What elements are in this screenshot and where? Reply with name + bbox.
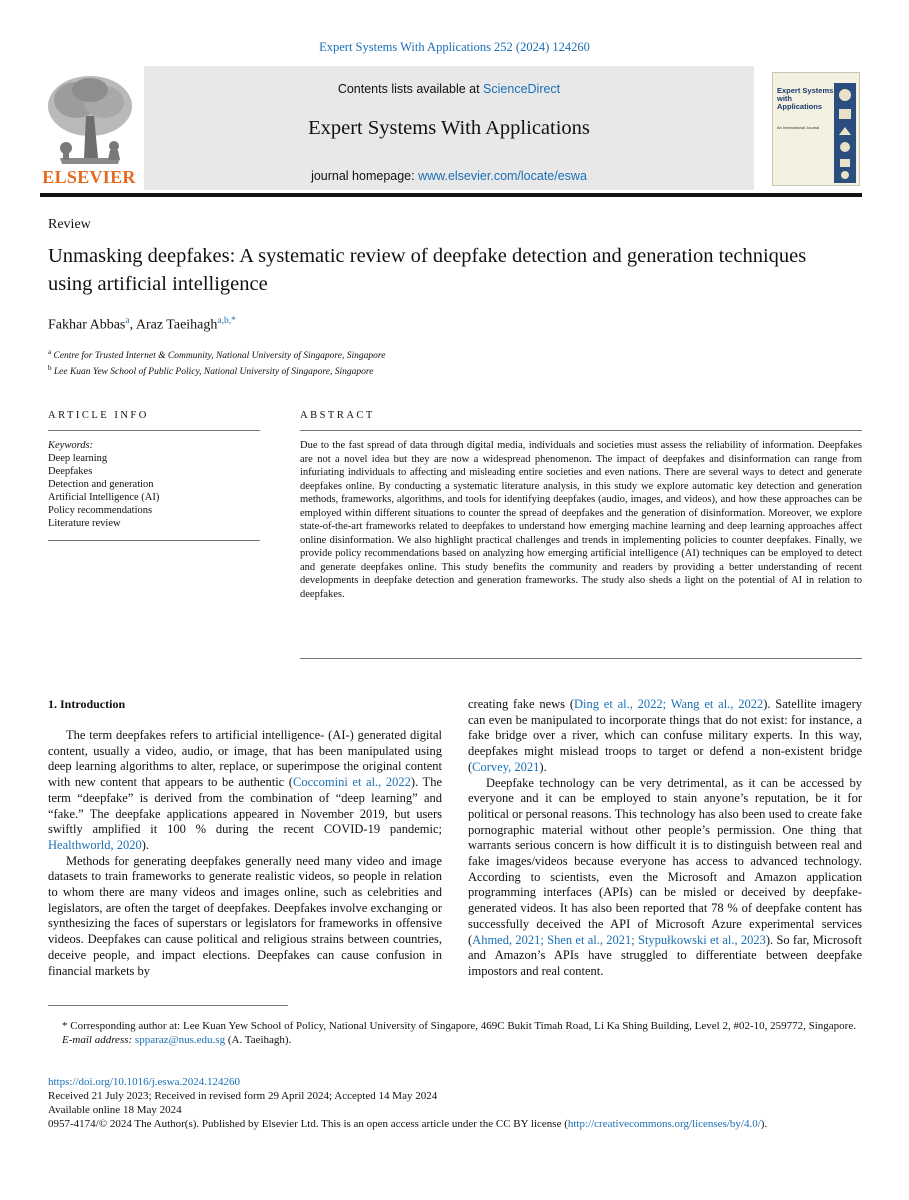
license-link[interactable]: http://creativecommons.org/licenses/by/4.0/ — [567, 1118, 761, 1130]
homepage-line — [144, 169, 754, 183]
affiliation-mark: b — [48, 364, 52, 373]
affiliations — [48, 346, 385, 378]
available-online: Available online 18 May 2024 — [48, 1104, 182, 1116]
email-suffix: (A. Taeihagh). — [225, 1034, 292, 1046]
intro-paragraph: Methods for generating deepfakes generally need many video and image datasets to train frameworks to generate realistic videos, so people in relation to whom there are many videos and images online, such as celebrities and legislators, are often the target of deepfakes. Deepfakes involve exchanging or synthesizing the faces of superstars or legislators for frameworks in offensive videos. Deepfakes can cause political and religious strains between countries, deceive people, and impact elections. Deepfakes can cause confusion in financial markets by — [48, 853, 442, 978]
paragraph-text: The term deepfakes refers to artificial intelligence- (AI-) generated digital content, usually a video, audio, or image, that has been manipulated using deep learning algorithms to alter, replace, or superimpose the original content with new content that appears to be authentic ( — [48, 728, 442, 790]
abstract-text: Due to the fast spread of data through digital media, individuals and societies must assess the reliability of information. Deepfakes are not a novel idea but they are now a widespread phenomenon. The impact of deepfakes and disinformation can range from infuriating individuals to affecting and misleading entire societies and even nations. There are several ways to detect and generate deepfakes online. By conducting a systematic literature analysis, in this study we explore automatic key detection and generation methods, frameworks, algorithms, and tools for identifying deepfakes (audio, images, and videos), and how these approaches can be employed within different situations to counter the spread of deepfakes and the generation of disinformation. Moreover, we explore state-of-the-art frameworks related to deepfakes to understand how emerging machine learning and deep learning approaches affect online disinformation. We also highlight practical challenges and trends in implementing policies to counter deepfakes. Finally, we provide policy recommendations based on analyzing how emerging artificial intelligence (AI) techniques can be employed to detect and generate deepfakes online. This study benefits the community and readers by providing a better understanding of recent developments in deepfake detection and generation frameworks. The study also sheds a light on the potential of AI in relation to deepfakes. — [300, 440, 862, 600]
author-affiliation-mark[interactable]: a,b,* — [217, 316, 236, 326]
keyword-item: Artificial Intelligence (AI) — [48, 492, 160, 503]
keyword-item: Policy recommendations — [48, 505, 153, 516]
paragraph-text: ). — [141, 837, 150, 852]
paragraph-text: ). Satellite imagery can even be manipulated to incorporate things that do not exist: for instance, a fake bridge over a river, which can confuse military experts. In this way, deepfakes might mislead troops to target or defend a non-existent bridge ( — [468, 697, 863, 774]
contents-line — [144, 82, 754, 96]
journal-masthead — [40, 66, 862, 190]
affiliation-text: Centre for Trusted Internet & Community, National University of Singapore, Singapore — [53, 351, 386, 362]
corresponding-author-note: * Corresponding author at: Lee Kuan Yew School of Policy, National University of Singapore, 469C Bukit Timah Road, Li Ka Shing Building, Level 2, #02-10, 259772, Singapore. — [62, 1020, 856, 1032]
article-info-heading: ARTICLE INFO — [48, 410, 149, 421]
cover-title: Expert Systems with Applications — [777, 86, 834, 111]
keywords-block — [48, 439, 260, 530]
citation-link[interactable]: Ahmed, 2021; Shen et al., 2021; Stypułkowski et al., 2023 — [472, 932, 766, 947]
article-history: Received 21 July 2023; Received in revised form 29 April 2024; Accepted 14 May 2024 — [48, 1090, 438, 1102]
intro-paragraph — [468, 697, 862, 776]
homepage-prefix: journal homepage: — [311, 169, 419, 183]
cover-icons-graphic — [834, 83, 856, 183]
divider — [48, 430, 260, 431]
affiliation-item — [48, 362, 385, 378]
divider — [300, 658, 862, 659]
footnote-divider — [48, 1005, 288, 1006]
cover-subtitle: An International Journal — [777, 125, 820, 130]
divider — [300, 430, 862, 431]
author-affiliation-mark[interactable]: a — [125, 316, 130, 326]
divider — [48, 540, 260, 541]
paragraph-text: ). — [539, 759, 547, 774]
keyword-item: Literature review — [48, 518, 121, 529]
affiliation-text: Lee Kuan Yew School of Public Policy, National University of Singapore, Singapore — [53, 367, 374, 378]
footnotes — [48, 1019, 864, 1047]
article-type: Review — [48, 217, 91, 232]
contents-prefix: Contents lists available at — [337, 82, 484, 96]
keyword-item: Detection and generation — [48, 479, 154, 490]
keywords-label: Keywords: — [48, 440, 94, 451]
intro-paragraph — [48, 728, 442, 854]
license-text: ). — [760, 1118, 768, 1130]
license-text: 0957-4174/© 2024 The Author(s). Published by Elsevier Ltd. This is an open access article under the CC BY license ( — [48, 1118, 568, 1130]
citation-link[interactable]: Healthworld, 2020 — [48, 837, 142, 852]
paragraph-text: creating fake news ( — [468, 697, 574, 711]
keyword-item: Deep learning — [48, 453, 108, 464]
section-heading-introduction: 1. Introduction — [48, 697, 126, 711]
author-list: Fakhar Abbas$^a$, Araz Taeihagh$^{a,b,*}$ — [48, 316, 236, 333]
keyword-item: Deepfakes — [48, 466, 93, 477]
email-label: E-mail address: — [62, 1034, 135, 1046]
paragraph-text: ). The term “deepfake” is derived from the combination of “deep learning” and “fake.” The deepfake applications appeared in November 2019, but users swiftly amplified it 100 % during the recent COVID-19 pandemic; — [48, 775, 442, 837]
sciencedirect-link[interactable]: ScienceDirect — [483, 82, 561, 96]
body-column-left — [48, 728, 442, 979]
journal-cover-thumbnail[interactable] — [772, 72, 860, 186]
email-link[interactable]: spparaz@nus.edu.sg — [134, 1034, 226, 1046]
masthead-divider — [40, 193, 862, 197]
publication-info — [48, 1075, 878, 1131]
paragraph-text: Deepfake technology can be very detrimental, as it can be accessed by everyone and it can be employed to stain anyone’s reputation, be it for political or personal reasons. This technology has also been used to create fake pornographic material without other people’s permission. One thing that warrants serious concern is how difficult it is to distinguish between real and fake images/videos because everyone has access to advanced technology. According to scientists, even the Microsoft and Amazon application programming interfaces (APIs) can be misled or deceived by deepfake-generated videos. It has also been reported that 78 % of deepfake content has successfully deceived the API of Microsoft Azure experimental services ( — [468, 775, 862, 947]
abstract-heading: ABSTRACT — [300, 410, 375, 421]
license-line — [48, 1117, 878, 1131]
author-name[interactable]: Araz Taeihagh — [135, 317, 218, 333]
journal-header-box — [144, 66, 754, 190]
doi-link[interactable]: https://doi.org/10.1016/j.eswa.2024.124260 — [48, 1076, 240, 1088]
body-column-right — [468, 697, 862, 980]
email-note — [48, 1033, 864, 1047]
author-name[interactable]: Fakhar Abbas — [48, 317, 126, 333]
affiliation-mark: a — [48, 348, 52, 356]
journal-title: Expert Systems With Applications — [308, 117, 590, 139]
citation-link[interactable]: Ding et al., 2022; Wang et al., 2022 — [574, 697, 764, 711]
intro-paragraph — [468, 776, 862, 980]
citation-link[interactable]: Corvey, 2021 — [472, 759, 540, 774]
elsevier-wordmark: ELSEVIER — [42, 167, 136, 187]
citation-link[interactable]: Coccomini et al., 2022 — [292, 775, 411, 790]
journal-reference[interactable]: Expert Systems With Applications 252 (2024) 124260 — [319, 40, 590, 54]
article-title: Unmasking deepfakes: A systematic review of deepfake detection and generation techniques using artificial intelligence — [48, 245, 807, 295]
affiliation-item — [48, 346, 385, 362]
paragraph-text: ). So far, Microsoft and Amazon’s APIs have struggled to differentiate between deepfake impostors and real content. — [468, 932, 862, 978]
journal-homepage-link[interactable]: www.elsevier.com/locate/eswa — [418, 169, 587, 183]
